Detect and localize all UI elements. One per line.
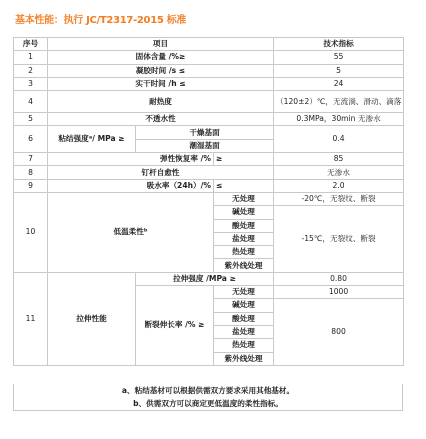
row-no: 3 — [14, 77, 48, 90]
row-value: 24 — [274, 77, 404, 90]
row-no: 8 — [14, 166, 48, 179]
condition-cell: 碱处理 — [214, 206, 274, 219]
row-value: 0.4 — [274, 126, 404, 153]
row-subitem: 潮湿基面 — [136, 139, 274, 152]
note-a: a、粘结基材可以根据供需双方要求采用其他基材。 — [121, 386, 295, 395]
row-value: -20℃，无裂纹、断裂 — [274, 192, 404, 205]
table-header-row — [14, 38, 404, 51]
condition-cell: 盐处理 — [214, 232, 274, 245]
row-no: 4 — [14, 91, 48, 113]
table-row — [14, 77, 404, 90]
notes-cell — [14, 384, 403, 411]
row-value: 2.0 — [274, 179, 404, 192]
condition-cell: 酸处理 — [214, 219, 274, 232]
row-item: 耐热度 — [48, 91, 274, 113]
condition-cell: 紫外线处理 — [214, 259, 274, 272]
row-comparator: ≥ — [214, 153, 274, 166]
table-row — [14, 91, 404, 113]
row-item: 固体含量 /%≥ — [48, 51, 274, 64]
row-value: -15℃，无裂纹、断裂 — [274, 206, 404, 272]
note-b: b、供需双方可以商定更低温度的柔性指标。 — [133, 399, 283, 408]
table-row — [14, 113, 404, 126]
row-no: 1 — [14, 51, 48, 64]
row-value: 无渗水 — [274, 166, 404, 179]
table-row — [14, 166, 404, 179]
row-no: 10 — [14, 192, 48, 272]
row-item: 低温柔性ᵇ — [48, 192, 214, 272]
page-title: 基本性能：执行 JC/T2317-2015 标准 — [15, 15, 187, 26]
header-value: 技术指标 — [274, 38, 404, 51]
row-value: 1000 — [274, 286, 404, 299]
header-no: 序号 — [14, 38, 48, 51]
row-item: 凝胶时间 /s ≤ — [48, 64, 274, 77]
row-value: 5 — [274, 64, 404, 77]
row-item: 钉杆自愈性 — [48, 166, 274, 179]
row-item: 粘结强度ᵃ/ MPa ≥ — [48, 126, 136, 153]
table-row — [14, 153, 404, 166]
row-item: 实干时间 /h ≤ — [48, 77, 274, 90]
row-no: 11 — [14, 272, 48, 365]
notes-table — [13, 384, 403, 411]
row-item: 拉伸性能 — [48, 272, 136, 365]
row-no: 7 — [14, 153, 48, 166]
row-no: 6 — [14, 126, 48, 153]
table-row — [14, 64, 404, 77]
row-value: 0.80 — [274, 272, 404, 285]
row-value: 85 — [274, 153, 404, 166]
row-item: 弹性恢复率 /% — [48, 153, 214, 166]
condition-cell: 碱处理 — [214, 299, 274, 312]
header-item: 项目 — [48, 38, 274, 51]
table-row — [14, 272, 404, 285]
condition-cell: 紫外线处理 — [214, 352, 274, 365]
row-subitem: 断裂伸长率 /% ≥ — [136, 286, 214, 366]
row-value: 800 — [274, 299, 404, 365]
row-subitem: 拉伸强度 /MPa ≥ — [136, 272, 274, 285]
row-value: 55 — [274, 51, 404, 64]
row-no: 9 — [14, 179, 48, 192]
row-value: 0.3MPa，30min 无渗水 — [274, 113, 404, 126]
condition-cell: 酸处理 — [214, 312, 274, 325]
condition-cell: 热处理 — [214, 246, 274, 259]
condition-cell: 盐处理 — [214, 325, 274, 338]
row-subitem: 干燥基面 — [136, 126, 274, 139]
row-no: 5 — [14, 113, 48, 126]
row-no: 2 — [14, 64, 48, 77]
table-row — [14, 51, 404, 64]
table-row — [14, 179, 404, 192]
spec-table — [13, 37, 404, 366]
condition-cell: 无处理 — [214, 286, 274, 299]
condition-cell: 热处理 — [214, 339, 274, 352]
row-item: 吸水率（24h）/% — [48, 179, 214, 192]
row-value: （120±2）℃，无流淌、滑动、滴落 — [274, 91, 404, 113]
table-row — [14, 126, 404, 139]
row-comparator: ≤ — [214, 179, 274, 192]
row-item: 不透水性 — [48, 113, 274, 126]
condition-cell: 无处理 — [214, 192, 274, 205]
table-row — [14, 192, 404, 205]
